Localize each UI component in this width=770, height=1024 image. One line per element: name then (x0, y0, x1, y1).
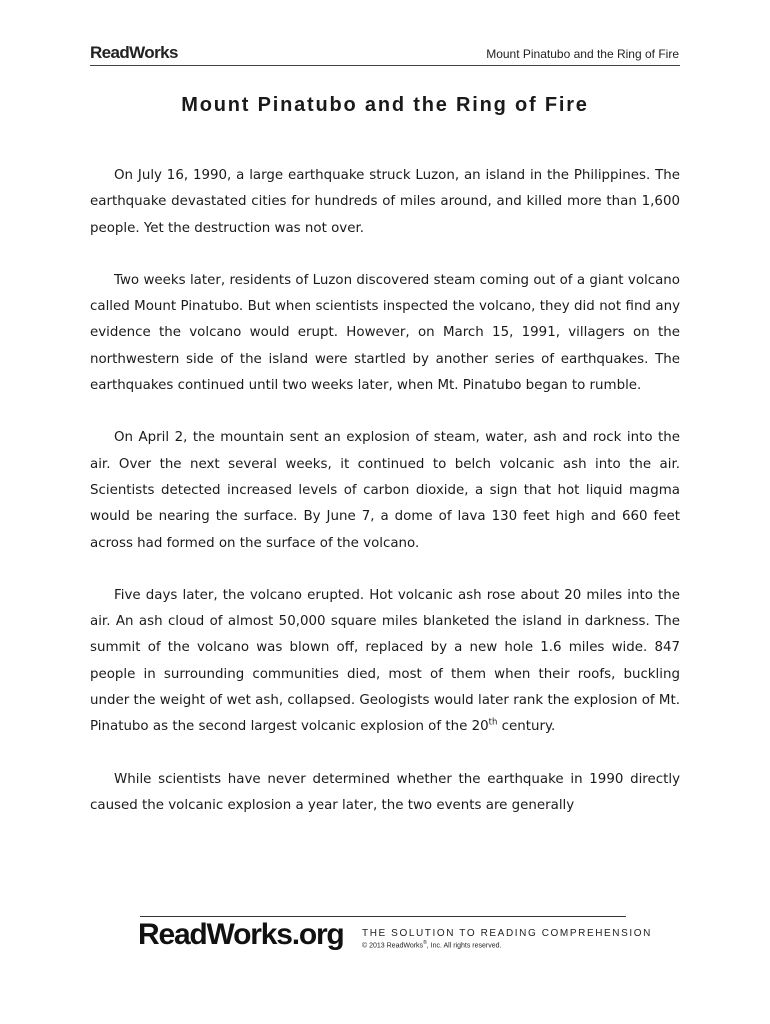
page-title: Mount Pinatubo and the Ring of Fire (181, 94, 589, 116)
paragraph-1: On July 16, 1990, a large earthquake struck Luzon, an island in the Philippines. The earthquake devastated cities for hundreds of miles around, and killed more than 1,600 people. Yet the destruction was not over. (90, 168, 680, 236)
footer-logo: ReadWorks.org (138, 918, 344, 951)
footer-tagline: THE SOLUTION TO READING COMPREHENSION (362, 928, 652, 939)
paragraph-2: Two weeks later, residents of Luzon discovered steam coming out of a giant volcano called Mount Pinatubo. But when scientists inspected the volcano, they did not find any evidence the volcano would erupt. However, on March 15, 1991, villagers on the northwestern side of the island were startled by another series of earthquakes. The earthquakes continued until two weeks later, when Mt. Pinatubo began to rumble. (90, 272, 680, 394)
ordinal-superscript: th (488, 717, 498, 728)
paragraph-3: On April 2, the mountain sent an explosion of steam, water, ash and rock into the air. Over the next several weeks, it continued to belch volcanic ash into the air. Scientists detected increased levels of carbon dioxide, a sign that hot liquid magma would be nearing the surface. By June 7, a dome of lava 130 feet high and 660 feet across had formed on the surface of the volcano. (90, 430, 680, 551)
paragraph-5: While scientists have never determined whether the earthquake in 1990 directly caused the volcanic explosion a year later, the two events are generally (90, 771, 680, 813)
footer-divider (140, 916, 626, 917)
article-body (90, 163, 680, 845)
paragraph-4 (90, 583, 680, 741)
footer-copyright (362, 940, 501, 949)
paragraph-4-text: Five days later, the volcano erupted. Hot volcanic ash rose about 20 miles into the air. An ash cloud of almost 50,000 square miles blanketed the island in darkness. The summit of the volcano was blown off, replaced by a new hole 1.6 miles wide. 847 people in surrounding communities died, most of them when their roofs, buckling under the weight of wet ash, collapsed. Geologists would later rank the explosion of Mt. Pinatubo as the second largest volcanic explosion of the 20 (90, 587, 680, 735)
header-running-title: Mount Pinatubo and the Ring of Fire (486, 47, 679, 61)
header-logo: ReadWorks (90, 43, 178, 62)
copyright-suffix: , Inc. All rights reserved. (426, 942, 502, 950)
copyright-prefix: © 2013 ReadWorks (362, 942, 424, 950)
registered-mark: ® (423, 940, 427, 946)
paragraph-4-tail: century. (497, 719, 556, 735)
header-divider (90, 65, 680, 66)
